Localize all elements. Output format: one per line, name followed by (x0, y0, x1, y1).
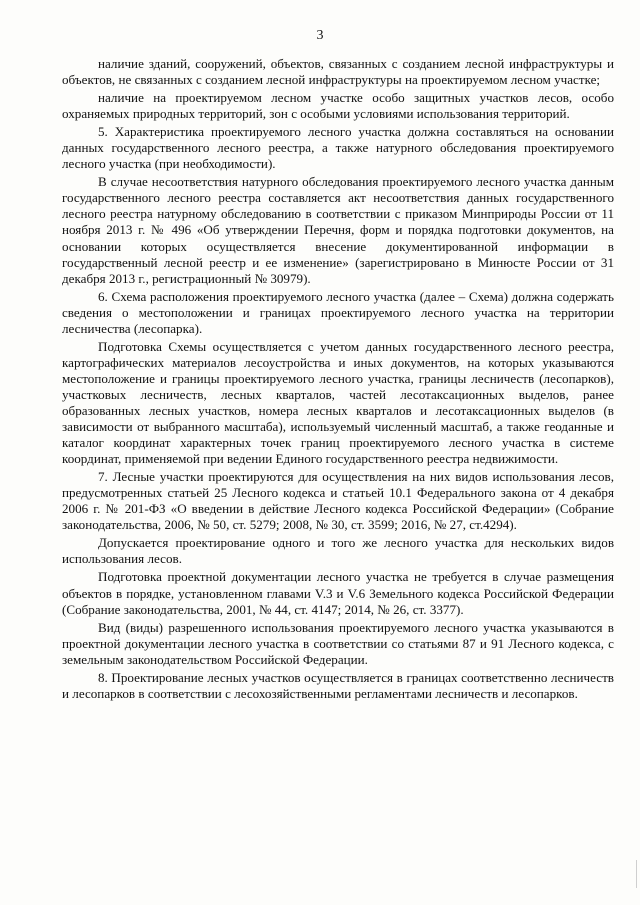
page-number: 3 (316, 28, 324, 43)
document-body (62, 56, 614, 704)
paragraph-no-documentation: Подготовка проектной документации лесного участка не требуется в случае размещения объектов в порядке, установленном главами V.3 и V.6 Земельного кодекса Российской Федерации (Собрание законодательства, 2001, № 44, ст. 4147; 2014, № 26, ст. 3377). (62, 569, 614, 617)
page-edge-mark (630, 860, 637, 888)
paragraph-buildings: наличие зданий, сооружений, объектов, связанных с созданием лесной инфраструктуры и объектов, не связанных с созданием лесной инфраструктуры на проектируемом лесном участке; (62, 56, 614, 88)
paragraph-section-5: 5. Характеристика проектируемого лесного участка должна составляться на основании данных государственного лесного реестра, а также натурного обследования проектируемого лесного участка (при необходимости). (62, 124, 614, 172)
paragraph-protected-areas: наличие на проектируемом лесном участке особо защитных участков лесов, особо охраняемых природных территорий, зон с особыми условиями использования территорий. (62, 90, 614, 122)
paragraph-section-7: 7. Лесные участки проектируются для осуществления на них видов использования лесов, предусмотренных статьей 25 Лесного кодекса и статьей 10.1 Федерального закона от 4 декабря 2006 г. № 201-ФЗ «О введении в действие Лесного кодекса Российской Федерации» (Собрание законодательства, 2006, № 50, ст. 5279; 2008, № 30, ст. 3599; 2016, № 27, ст.4294). (62, 469, 614, 533)
paragraph-permitted-use: Вид (виды) разрешенного использования проектируемого лесного участка указываются в проектной документации лесного участка в соответствии со статьями 87 и 91 Лесного кодекса, с земельным законодательством Российской Федерации. (62, 619, 614, 667)
paragraph-section-8: 8. Проектирование лесных участков осуществляется в границах соответственно лесничеств и лесопарков в соответствии с лесохозяйственными регламентами лесничеств и лесопарков. (62, 669, 614, 701)
paragraph-multiple-uses: Допускается проектирование одного и того же лесного участка для нескольких видов использования лесов. (62, 535, 614, 567)
paragraph-inconsistency-act: В случае несоответствия натурного обследования проектируемого лесного участка данным государственного лесного реестра составляется акт несоответствия данных государственного лесного реестра натурному обследованию в соответствии с приказом Минприроды России от 11 ноября 2013 г. № 496 «Об утверждении Перечня, форм и порядка подготовки документов, на основании которых осуществляется внесение документированной информации в государственный лесной реестр и ее изменение» (зарегистрировано в Минюсте России от 31 декабря 2013 г., регистрационный № 30979). (62, 174, 614, 286)
paragraph-section-6: 6. Схема расположения проектируемого лесного участка (далее – Схема) должна содержать сведения о местоположении и границах проектируемого лесного участка на территории лесничества (лесопарка). (62, 288, 614, 336)
paragraph-scheme-preparation: Подготовка Схемы осуществляется с учетом данных государственного лесного реестра, картографических материалов лесоустройства и иных документов, на которых указываются местоположение и границы проектируемого лесного участка, границы лесничеств (лесопарков), участковых лесничеств, лесных кварталов, частей лесотаксационных выделов, ранее образованных лесных участков, номера лесных кварталов и лесотаксационных выделов (в зависимости от выбранного масштаба), используемый численный масштаб, а также геоданные и каталог координат характерных точек границ проектируемого лесного участка в системе координат, применяемой при ведении Единого государственного реестра недвижимости. (62, 338, 614, 467)
